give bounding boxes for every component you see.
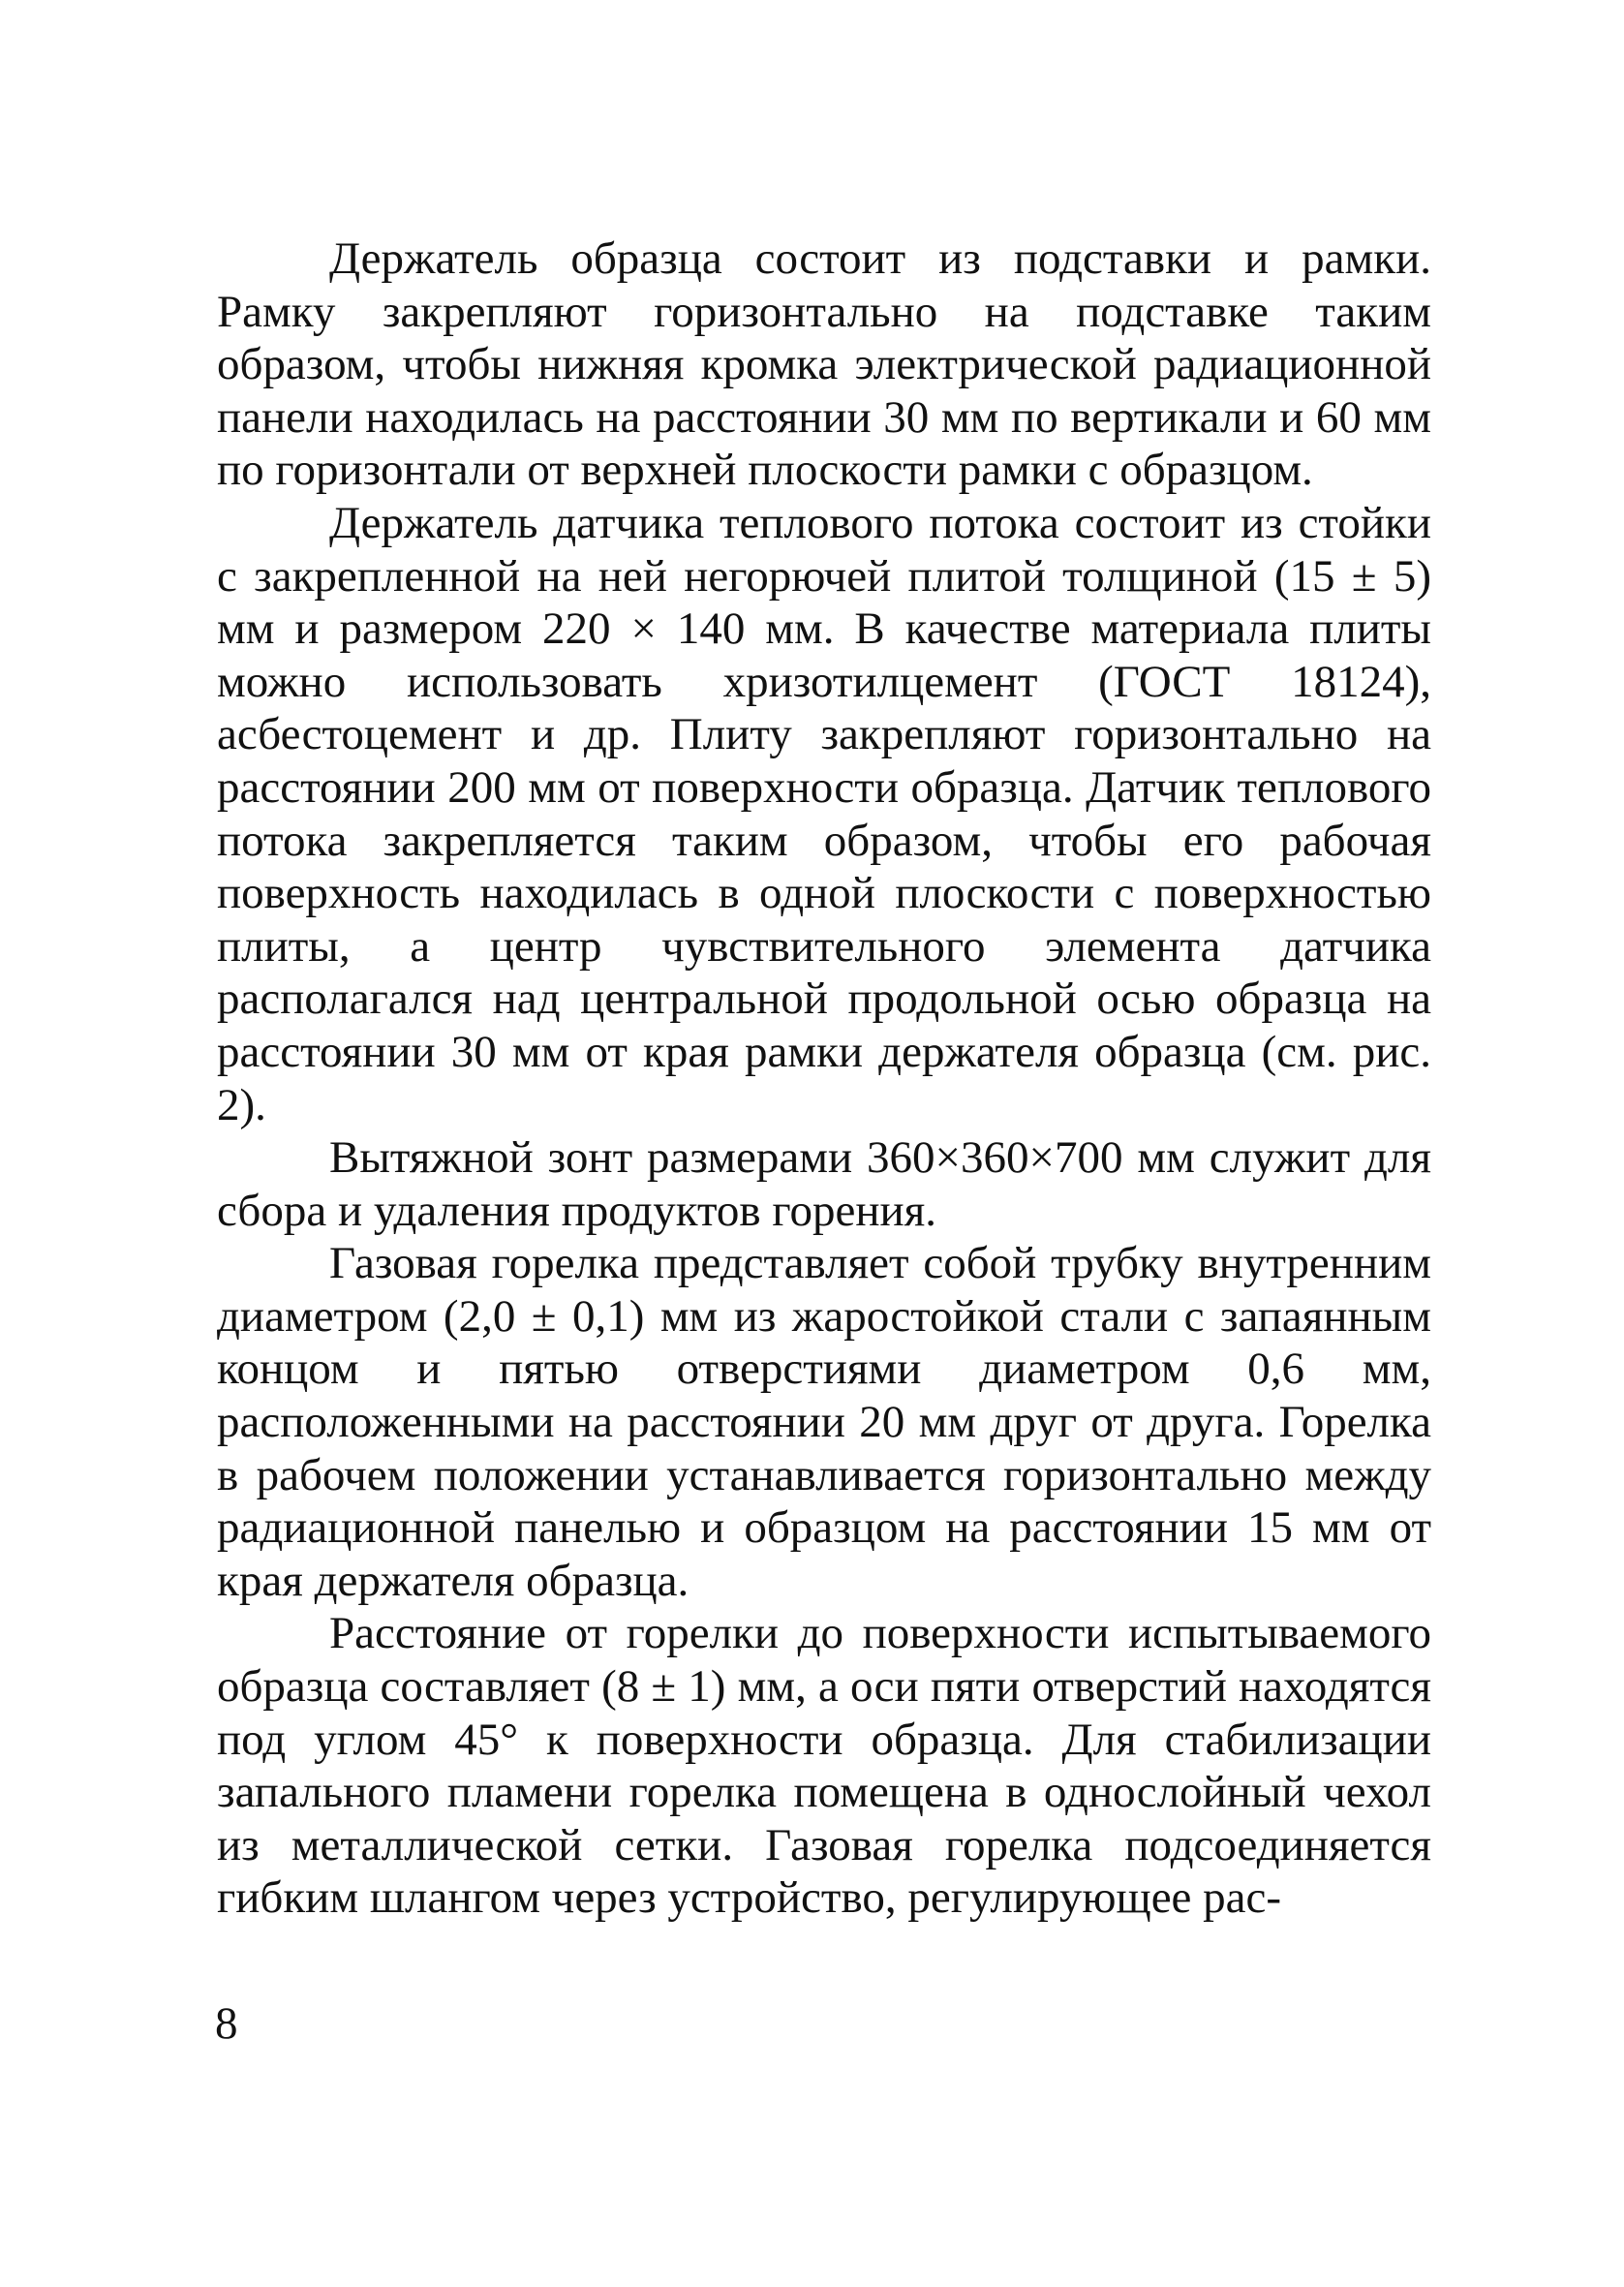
paragraph-burner-distance: Расстояние от горелки до поверхности испытываемого образца составляет (8 ± 1) мм, а оси пяти отверстий находятся под углом 45° к поверхности образца. Для стабилизации запального пламени горелка помещена в однослойный чехол из металлической сетки. Газовая горелка подсоединяется гибким шлангом через устройство, регулирующее рас- bbox=[217, 1608, 1431, 1924]
paragraph-exhaust-hood: Вытяжной зонт размерами 360×360×700 мм служит для сбора и удаления продуктов горения. bbox=[217, 1132, 1431, 1236]
paragraph-heat-flux-sensor-holder: Держатель датчика теплового потока состоит из стойки с закрепленной на ней негорючей плитой толщиной (15 ± 5) мм и размером 220 × 140 мм. В качестве материала плиты можно использовать хризотилцемент (ГОСТ 18124), асбестоцемент и др. Плиту закрепляют горизонтально на расстоянии 200 мм от поверхности образца. Датчик теплового потока закрепляется таким образом, чтобы его рабочая поверхность находилась в одной плоскости с поверхностью плиты, а центр чувствительного элемента датчика располагался над центральной продольной осью образца на расстоянии 30 мм от края рамки держателя образца (см. рис. 2). bbox=[217, 497, 1431, 1130]
page-number: 8 bbox=[215, 1998, 238, 2049]
paragraph-sample-holder: Держатель образца состоит из подставки и рамки. Рамку закрепляют горизонтально на подставке таким образом, чтобы нижняя кромка электрической радиационной панели находилась на расстоянии 30 мм по вертикали и 60 мм по горизонтали от верхней плоскости рамки с образцом. bbox=[217, 233, 1431, 496]
paragraph-gas-burner: Газовая горелка представляет собой трубку внутренним диаметром (2,0 ± 0,1) мм из жаростойкой стали с запаянным концом и пятью отверстиями диаметром 0,6 мм, расположенными на расстоянии 20 мм друг от друга. Горелка в рабочем положении устанавливается горизонтально между радиационной панелью и образцом на расстоянии 15 мм от края держателя образца. bbox=[217, 1238, 1431, 1606]
page-body bbox=[217, 232, 1431, 1925]
